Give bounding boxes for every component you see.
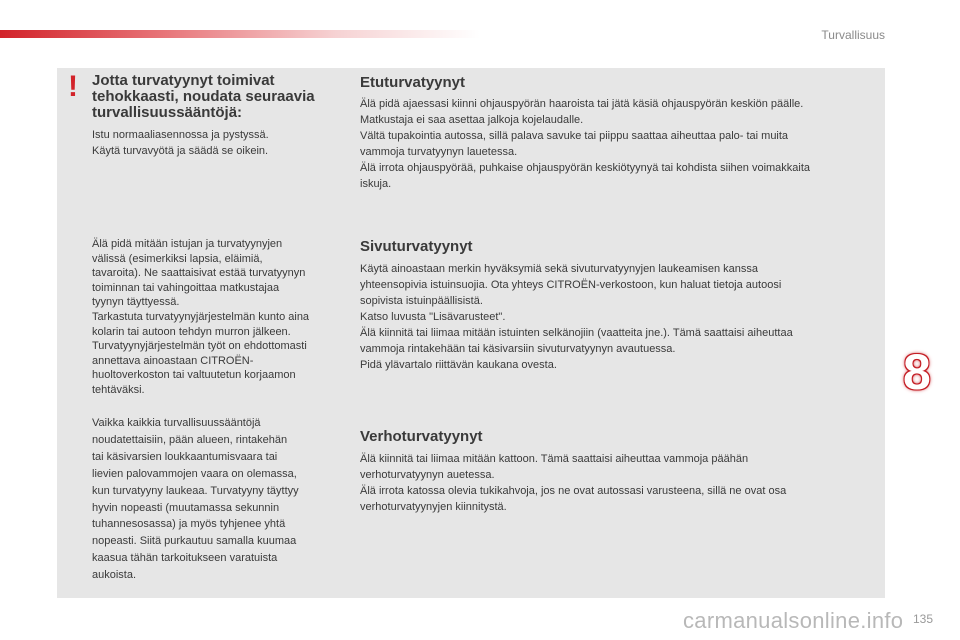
text-line: Käytä ainoastaan merkin hyväksymiä sekä sivuturvatyynyjen laukeamisen kanssa (360, 263, 759, 275)
text-line: toiminnan tai vahingoittaa matkustajaa (92, 281, 280, 294)
watermark: carmanualsonline.info (683, 608, 904, 633)
heading-front-airbags: Etuturvatyynyt (360, 74, 466, 91)
text-line: Katso luvusta "Lisävarusteet". (360, 311, 506, 323)
text-line: Tarkastuta turvatyynyjärjestelmän kunto aina (92, 310, 310, 323)
text-line: Matkustaja ei saa asettaa jalkoja kojelaudalle. (360, 114, 584, 126)
text-line: noudatettaisiin, pään alueen, rintakehän (92, 433, 288, 446)
text-line: Vaikka kaikkia turvallisuussääntöjä (92, 417, 261, 429)
text-line: vammoja rintakehään tai käsivarsiin sivuturvatyynyn avautuessa. (360, 343, 676, 355)
left-heading-line: tehokkaasti, noudata seuraavia (92, 88, 315, 105)
text-line: Pidä ylävartalo riittävän kaukana ovesta. (360, 359, 557, 371)
text-line: sopivista istuinpäällisistä. (360, 295, 483, 307)
curtain-airbags-text (360, 451, 870, 515)
text-line: kolarin tai autoon tehdyn murron jälkeen. (92, 325, 291, 338)
left-paragraph-risk (92, 415, 342, 584)
text-line: tai käsivarsien loukkaantumisvaara tai (92, 450, 278, 463)
text-line: Älä irrota katossa olevia tukikahvoja, jos ne ovat autossasi varusteena, sillä ne ovat osa (360, 485, 787, 497)
left-paragraph-posture (92, 127, 342, 159)
text-line: aukoista. (92, 569, 137, 582)
text-line: iskuja. (360, 178, 392, 190)
text-line: tavaroita). Ne saattaisivat estää turvatyynyn (92, 267, 306, 280)
text-line: tuhannesosassa) ja myös tyhjenee yhtä (92, 518, 286, 531)
warning-icon: ! (68, 70, 78, 103)
text-line: verhoturvatyynyjen kiinnitystä. (360, 501, 507, 513)
left-heading-line: Jotta turvatyynyt toimivat (92, 72, 275, 89)
text-line: Turvatyynyjärjestelmän työt on ehdottomasti (92, 340, 307, 353)
text-line: Älä pidä mitään istujan ja turvatyynyjen (92, 238, 283, 250)
text-line: välissä (esimerkiksi lapsia, eläimiä, (92, 252, 263, 265)
text-line: Älä kiinnitä tai liimaa mitään istuinten selkänojiin (vaatteita jne.). Tämä saattaisi aiheuttaa (360, 327, 793, 339)
text-line: Älä pidä ajaessasi kiinni ohjauspyörän haaroista tai jätä käsiä ohjauspyörän keskiön päälle. (360, 98, 804, 110)
text-line: yhteensopivia istuinsuojia. Ota yhteys CITROËN-verkostoon, kun haluat tietoja autoosi (360, 279, 782, 291)
text-line: Istu normaaliasennossa ja pystyssä. (92, 129, 269, 141)
heading-curtain-airbags: Verhoturvatyynyt (360, 428, 483, 445)
text-line: Vältä tupakointia autossa, sillä palava savuke tai piippu saattaa aiheuttaa palo- tai muita (360, 130, 789, 142)
text-line: annettava ainoastaan CITROËN- (92, 354, 254, 367)
text-line: Käytä turvavyötä ja säädä se oikein. (92, 145, 269, 157)
text-line: huoltoverkoston tai valtuutetun korjaamon (92, 369, 296, 382)
section-title: Turvallisuus (821, 28, 885, 42)
text-line: hyvin nopeasti (muutamassa sekunnin (92, 501, 280, 514)
left-heading (92, 73, 342, 121)
text-line: nopeasti. Siitä purkautuu samalla kuumaa (92, 535, 297, 548)
text-line: Älä kiinnitä tai liimaa mitään kattoon. Tämä saattaisi aiheuttaa vammoja päähän (360, 453, 749, 465)
page-number: 135 (913, 612, 934, 626)
text-line: lievien palovammojen vaara on olemassa, (92, 467, 297, 480)
header-accent-bar (0, 30, 480, 38)
text-line: Älä irrota ohjauspyörää, puhkaise ohjauspyörän keskiötyynyä tai kohdista siihen voimakkaita (360, 162, 811, 174)
chapter-number: 8 (903, 344, 931, 400)
text-line: tehtäväksi. (92, 383, 145, 396)
text-line: kaasua tähän tarkoitukseen varatuista (92, 552, 278, 565)
heading-side-airbags: Sivuturvatyynyt (360, 238, 473, 255)
text-line: vammoja turvatyynyn lauetessa. (360, 146, 518, 158)
left-paragraph-obstruction (92, 237, 342, 398)
side-airbags-text (360, 261, 870, 373)
text-line: tyynyn täyttyessä. (92, 296, 180, 309)
text-line: kun turvatyyny laukeaa. Turvatyyny täyttyy (92, 484, 299, 497)
text-line: verhoturvatyynyn auetessa. (360, 469, 495, 481)
front-airbags-text (360, 96, 870, 192)
left-heading-line: turvallisuussääntöjä: (92, 104, 243, 121)
